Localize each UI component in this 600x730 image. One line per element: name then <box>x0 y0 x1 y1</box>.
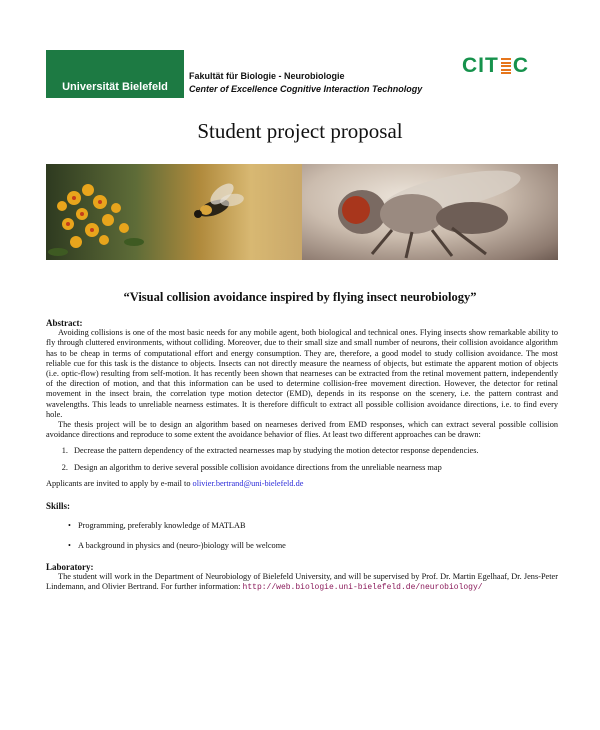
citec-logo <box>462 54 529 78</box>
university-name: Universität Bielefeld <box>62 81 168 93</box>
contact-email-link[interactable]: olivier.bertrand@uni-bielefeld.de <box>192 478 304 488</box>
faculty-line2: Center of Excellence Cognitive Interaction Technology <box>189 84 423 94</box>
skills-heading: Skills: <box>46 501 71 512</box>
apply-text: Applicants are invited to apply by e-mail to <box>46 478 193 488</box>
proposal-body <box>46 318 558 593</box>
task-item: 1. Decrease the pattern dependency of the extracted nearnesses map by studying the motion detector response dependencies. <box>70 446 558 456</box>
task-item: 2. Design an algorithm to derive several possible collision avoidance directions from the unreliable nearness map <box>70 463 558 473</box>
skills-list <box>46 521 558 551</box>
citec-e-bars-icon <box>501 58 511 74</box>
neurobiology-url-link[interactable]: http://web.biologie.uni-bielefeld.de/neurobiology/ <box>242 583 483 593</box>
bee-flower-illustration <box>46 164 302 260</box>
page-title: Student project proposal <box>197 119 403 143</box>
skill-item: • Programming, preferably knowledge of MATLAB <box>70 521 558 531</box>
skill-item: • A background in physics and (neuro-)biology will be welcome <box>70 541 558 551</box>
bee-flower-photo <box>46 164 302 260</box>
faculty-line1: Fakultät für Biologie - Neurobiologie <box>189 71 345 81</box>
laboratory-heading: Laboratory: <box>46 561 94 572</box>
banner-images <box>46 164 558 260</box>
laboratory-paragraph <box>46 572 558 593</box>
robot-fly-illustration <box>302 164 558 260</box>
abstract-paragraph-1: Avoiding collisions is one of the most basic needs for any mobile agent, both biological and technical ones. Flying insects show remarkable ability to fly through cluttered environments, without colliding. Moreover, due to their small size and small number of neurons, their collision avoidance algorithm has to be cheap in terms of computational effort and energy consumption. They are, therefore, a good model to study collision avoidance. The most reliable cue for this task is the distance to objects. Insects can not directly measure the nearness of objects, but estimate the apparent motion of objects (i.e. optic-flow) resulting from self-motion. It has recently been shown that nearneses can be extracted from the retinal movement pattern, independently of the direction of motion, and that this information can be used to determine collision-free movement direction. However, the detector for retinal movement in the insect brain, the correlation type motion detector (EMD), depends in its response on the scenery, i.e. the pattern contrast and wavelengths. This leads to unreliable nearness estimates. It is therefore difficult to extract all possible collision avoidance directions, i.e. to find every hole. <box>46 328 558 419</box>
apply-line <box>46 479 558 489</box>
laboratory-text: The student will work in the Department of Neurobiology of Bielefeld University, and will be supervised by Prof. Dr. Martin Egelhaaf, Dr. Jens-Peter Lindemann, and Olivier Bertrand. For further information: <box>46 571 558 592</box>
project-title-quote: “Visual collision avoidance inspired by flying insect neurobiology” <box>123 290 477 304</box>
abstract-paragraph-2: The thesis project will be to design an algorithm based on nearneses derived from EMD responses, which can extract several possible collision avoidance directions and reproduce to some extent the avoidance behavior of flies. At least two different approaches can be drawn: <box>46 420 558 440</box>
citec-logo-left: CIT <box>462 54 499 77</box>
robot-fly-render <box>302 164 558 260</box>
abstract-heading: Abstract: <box>46 318 83 328</box>
faculty-info <box>189 70 469 96</box>
citec-logo-right: C <box>512 54 529 77</box>
task-list <box>46 446 558 472</box>
university-logo <box>46 50 184 98</box>
